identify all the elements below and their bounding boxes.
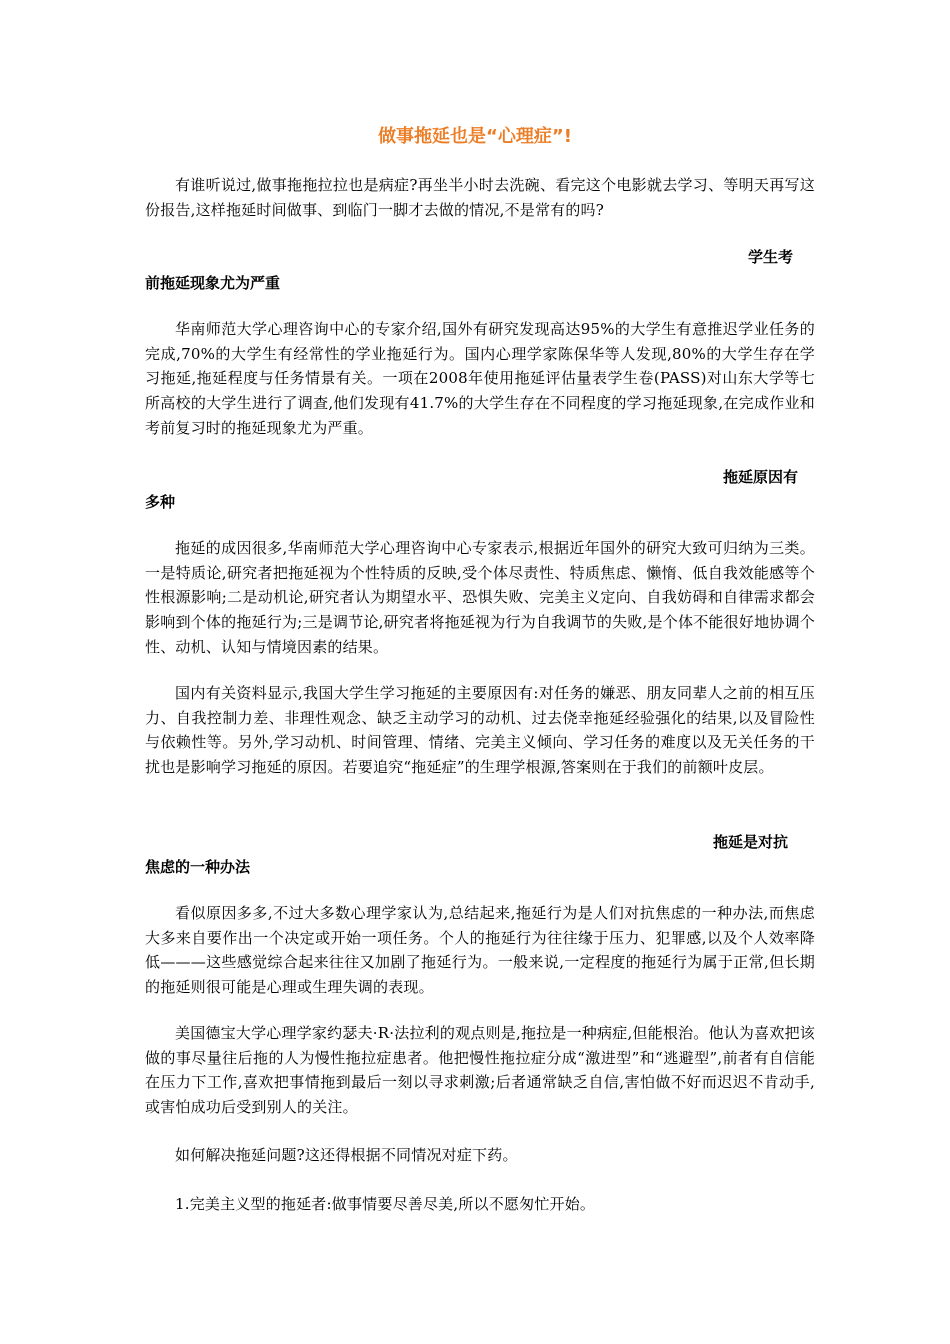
section-1-heading-part2: 前拖延现象尤为严重 [145, 274, 281, 292]
section-3-heading-part1: 拖延是对抗 [713, 833, 789, 851]
section-3-paragraph-4: 1.完美主义型的拖延者:做事情要尽善尽美,所以不愿匆忙开始。 [175, 1195, 596, 1213]
intro-paragraph: 有谁听说过,做事拖拖拉拉也是病症?再坐半小时去洗碗、看完这个电影就去学习、等明天再写这份报告,这样拖延时间做事、到临门一脚才去做的情况,不是常有的吗? [145, 176, 815, 219]
section-2-paragraph-2: 国内有关资料显示,我国大学生学习拖延的主要原因有:对任务的嫌恶、朋友同辈人之前的相互压力、自我控制力差、非理性观念、缺乏主动学习的动机、过去侥幸拖延经验强化的结果,以及冒险性与依赖性等。另外,学习动机、时间管理、情绪、完美主义倾向、学习任务的难度以及无关任务的干扰也是影响学习拖延的原因。若要追究“拖延症”的生理学根源,答案则在于我们的前额叶皮层。 [145, 684, 815, 777]
article-title: 做事拖延也是“心理症”! [378, 126, 572, 147]
section-1-heading-part1: 学生考 [748, 248, 794, 266]
section-3-paragraph-2: 美国德宝大学心理学家约瑟夫·R·法拉利的观点则是,拖拉是一种病症,但能根治。他认为喜欢把该做的事尽量往后拖的人为慢性拖拉症患者。他把慢性拖拉症分成“激进型”和“逃避型”,前者有自信能在压力下工作,喜欢把事情拖到最后一刻以寻求刺激;后者通常缺乏自信,害怕做不好而迟迟不肯动手,或害怕成功后受到别人的关注。 [145, 1024, 815, 1117]
section-3-paragraph-1: 看似原因多多,不过大多数心理学家认为,总结起来,拖延行为是人们对抗焦虑的一种办法,而焦虑大多来自要作出一个决定或开始一项任务。个人的拖延行为往往缘于压力、犯罪感,以及个人效率降低———这些感觉综合起来往往又加剧了拖延行为。一般来说,一定程度的拖延行为属于正常,但长期的拖延则很可能是心理或生理失调的表现。 [145, 904, 815, 997]
section-2-heading-part2: 多种 [145, 493, 176, 511]
section-3-paragraph-3: 如何解决拖延问题?这还得根据不同情况对症下药。 [175, 1146, 518, 1164]
section-1-paragraph-1: 华南师范大学心理咨询中心的专家介绍,国外有研究发现高达95%的大学生有意推迟学业任务的完成,70%的大学生有经常性的学业拖延行为。国内心理学家陈保华等人发现,80%的大学生存在学习拖延,拖延程度与任务情景有关。一项在2008年使用拖延评估量表学生卷(PASS)对山东大学等七所高校的大学生进行了调查,他们发现有41.7%的大学生存在不同程度的学习拖延现象,在完成作业和考前复习时的拖延现象尤为严重。 [145, 320, 815, 437]
section-2-heading-part1: 拖延原因有 [723, 468, 799, 486]
section-2-paragraph-1: 拖延的成因很多,华南师范大学心理咨询中心专家表示,根据近年国外的研究大致可归纳为三类。一是特质论,研究者把拖延视为个性特质的反映,受个体尽责性、特质焦虑、懒惰、低自我效能感等个性根源影响;二是动机论,研究者认为期望水平、恐惧失败、完美主义定向、自我妨碍和自律需求都会影响到个体的拖延行为;三是调节论,研究者将拖延视为行为自我调节的失败,是个体不能很好地协调个性、动机、认知与情境因素的结果。 [145, 539, 815, 656]
section-3-heading-part2: 焦虑的一种办法 [145, 858, 251, 876]
document-page [145, 0, 815, 1344]
